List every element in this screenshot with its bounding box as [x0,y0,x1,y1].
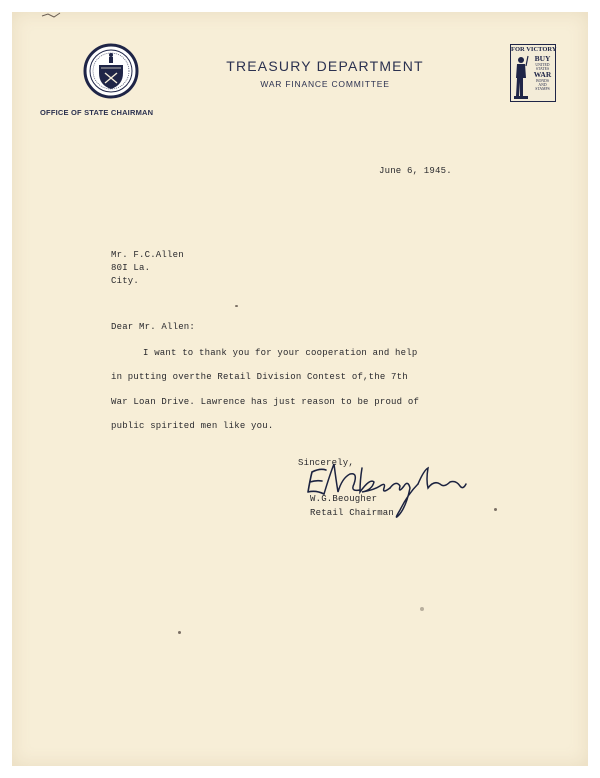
stamp-top-text: FOR VICTORY [511,46,557,53]
letterhead-subtitle: WAR FINANCE COMMITTEE [260,79,390,89]
letter-page [12,12,588,766]
minuteman-icon [512,54,530,101]
war-bonds-stamp [510,44,556,102]
letter-date: June 6, 1945. [379,166,452,176]
stamp-line-bonds: BONDS [536,79,549,83]
recipient-line-1: Mr. F.C.Allen [111,250,184,260]
body-line-2: in putting overthe Retail Division Contest of,the 7th [111,372,408,382]
paper-speck [494,508,497,511]
body-line-1: I want to thank you for your cooperation and help [143,348,418,358]
paper-speck [420,607,424,611]
stamp-line-buy: BUY [534,54,551,63]
stamp-line-war: WAR [533,70,552,79]
signer-name: W.G.Beougher [310,494,378,504]
stamp-text [530,55,555,91]
closing: Sincerely, [298,458,355,468]
recipient-line-3: City. [111,276,140,286]
paper-speck [235,305,238,307]
body-line-4: public spirited men like you. [111,421,274,431]
stamp-line-stamps: STAMPS [535,87,550,91]
stamp-line-states: STATES [535,67,550,71]
letterhead-title: TREASURY DEPARTMENT [226,58,424,74]
treasury-seal-icon [83,43,139,99]
stamp-line-united: UNITED [535,63,550,67]
paper-speck [178,631,181,634]
corner-mark [40,11,62,19]
body-line-3: War Loan Drive. Lawrence has just reason to be proud of [111,397,420,407]
salutation: Dear Mr. Allen: [111,322,196,332]
recipient-line-2: 80I La. [111,263,151,273]
signer-title: Retail Chairman [310,508,395,518]
office-label: OFFICE OF STATE CHAIRMAN [40,108,154,117]
stamp-line-and: AND [538,83,547,87]
handwritten-signature [300,450,470,525]
